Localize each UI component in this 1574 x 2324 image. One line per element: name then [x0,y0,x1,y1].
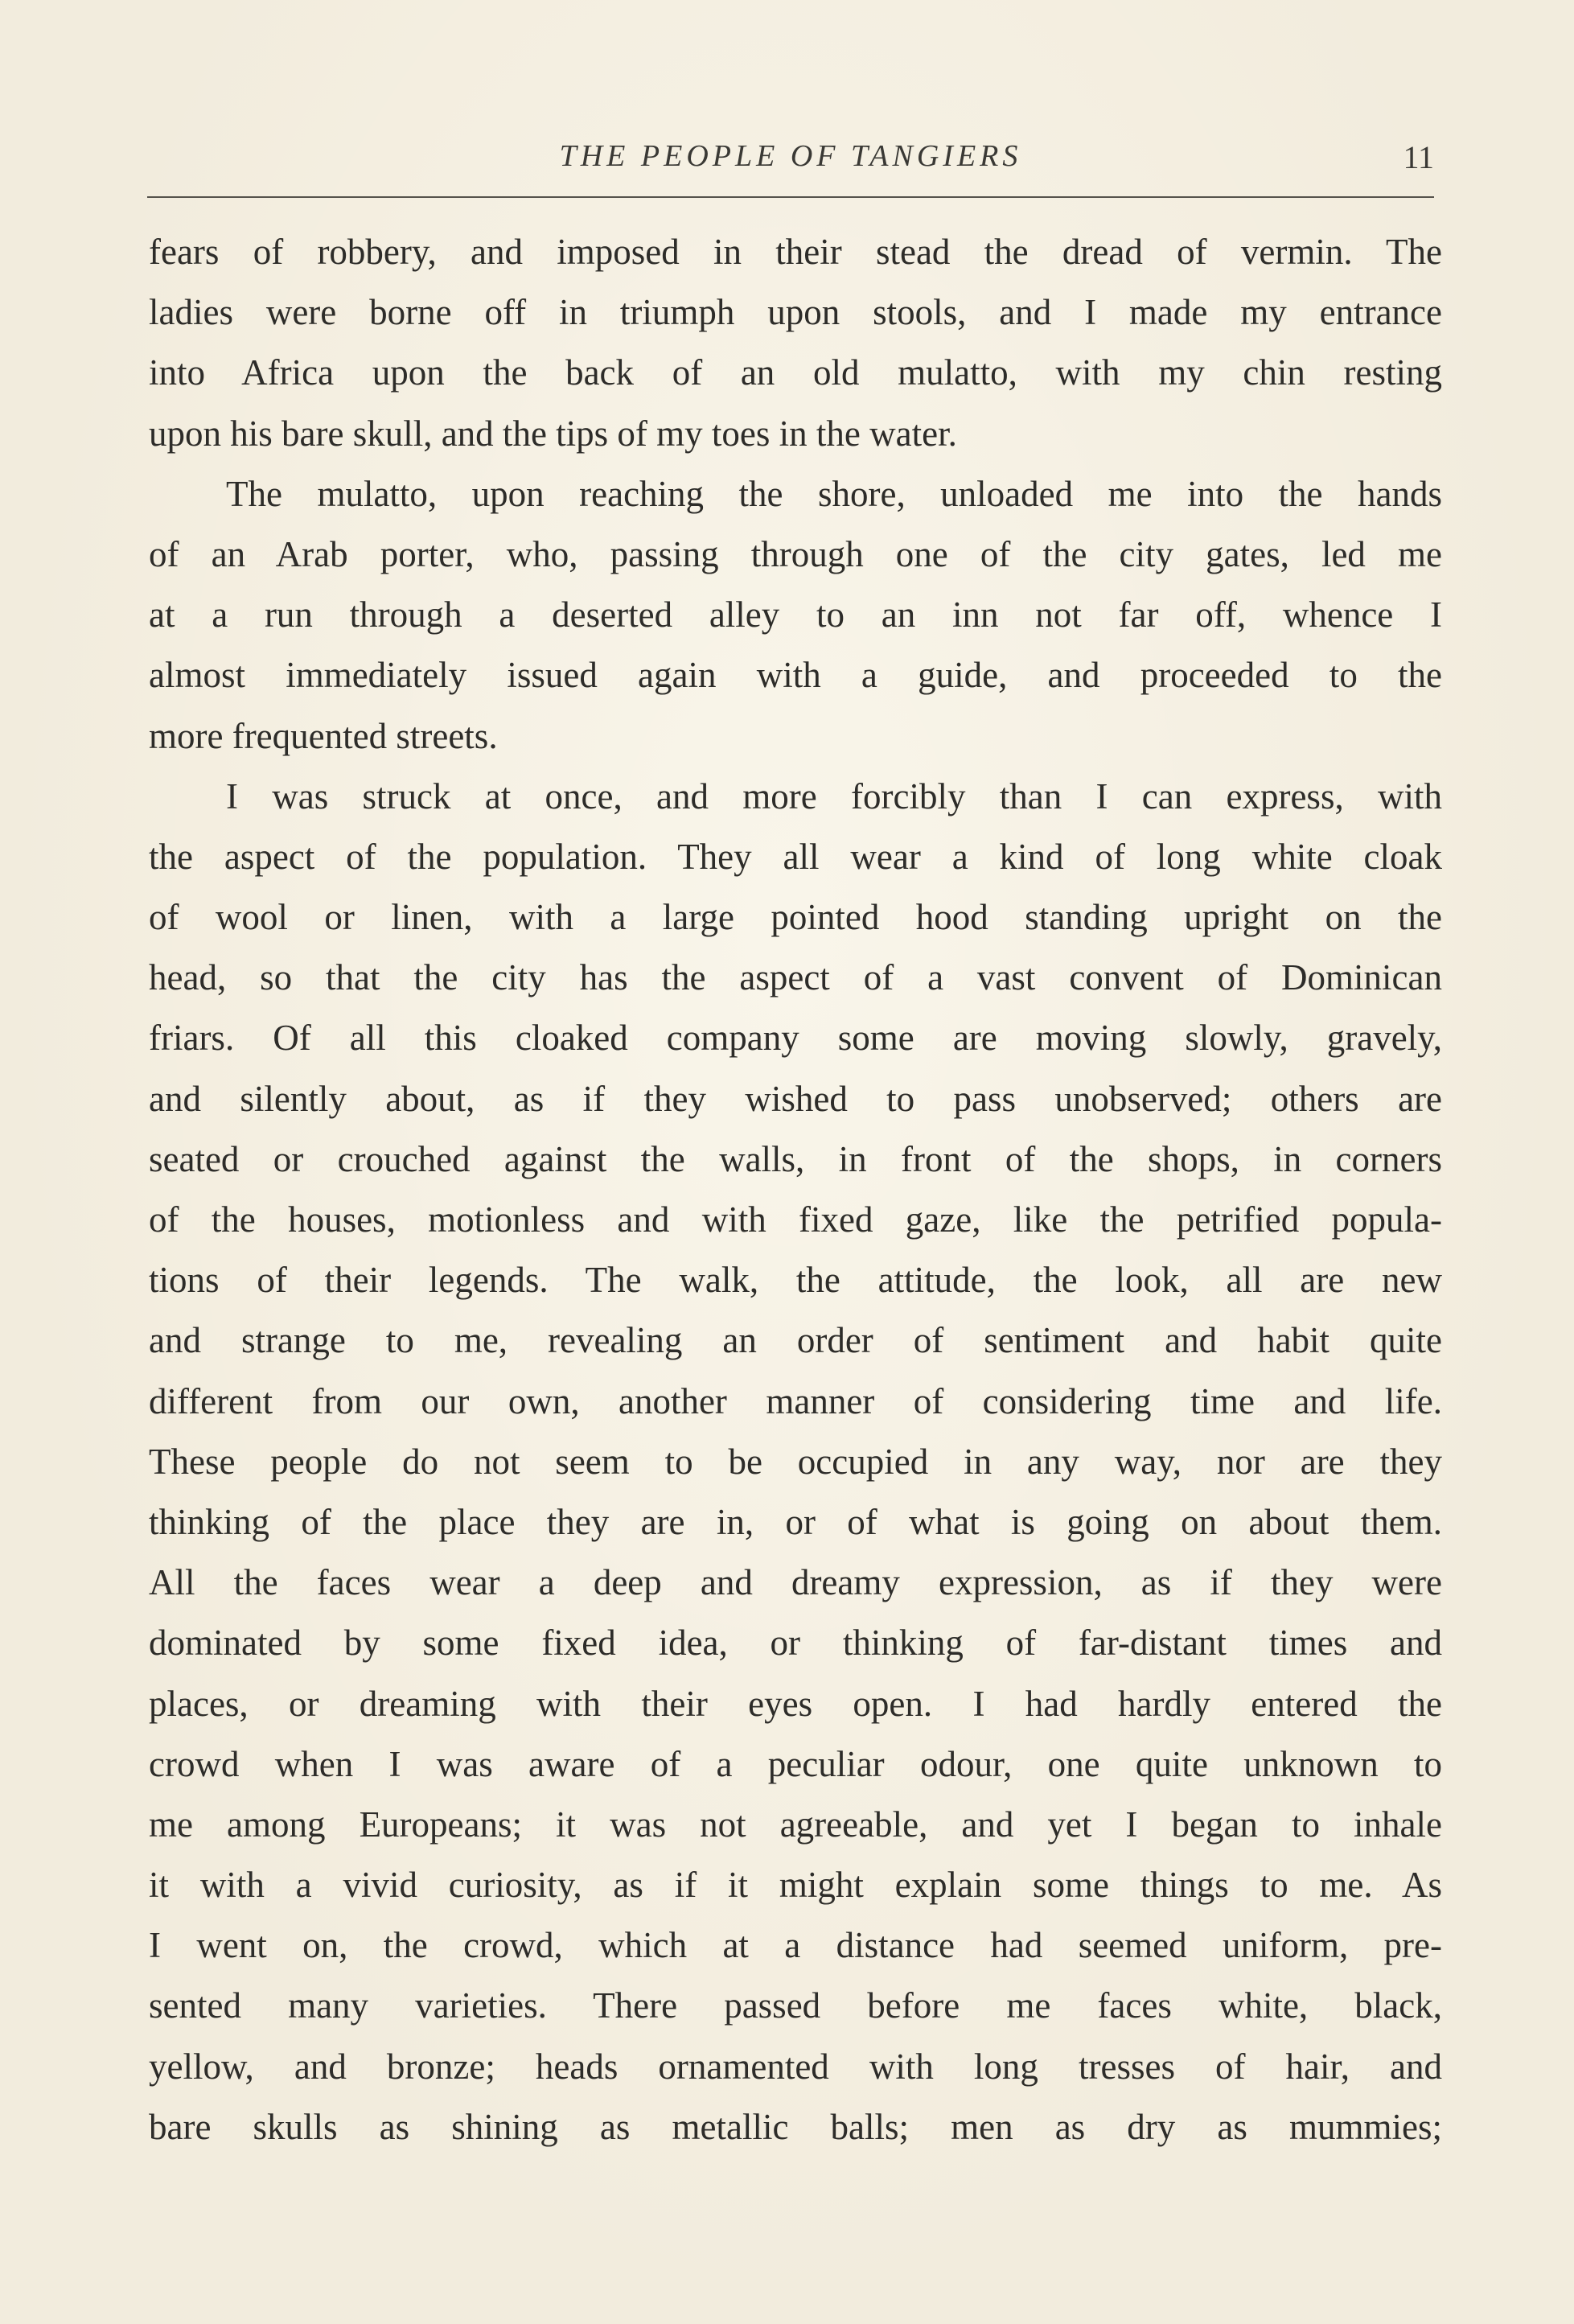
text-line: seated or crouched against the walls, in front of the shops, in corners [149,1138,1442,1179]
text-line: bare skulls as shining as metallic balls; men as dry as mummies; [149,2106,1442,2147]
text-line: me among Europeans; it was not agreeable, and yet I began to inhale [149,1804,1442,1845]
text-line: All the faces wear a deep and dreamy expression, as if they were [149,1562,1442,1603]
text-line: upon his bare skull, and the tips of my toes in the water. [149,413,957,454]
text-line: These people do not seem to be occupied in any way, nor are they [149,1441,1442,1482]
text-line: of wool or linen, with a large pointed hood standing upright on the [149,897,1442,938]
header-rule [147,196,1434,198]
body-text [149,222,1442,2157]
text-line: and silently about, as if they wished to pass unobserved; others are [149,1078,1442,1119]
text-line: more frequented streets. [149,715,498,756]
text-line: of the houses, motionless and with fixed gaze, like the petrified popula- [149,1199,1442,1240]
text-line: I was struck at once, and more forcibly than I can express, with [226,775,1442,816]
text-line: almost immediately issued again with a guide, and proceeded to the [149,655,1442,696]
running-title: THE PEOPLE OF TANGIERS [559,139,1022,173]
text-line: different from our own, another manner of considering time and life. [149,1380,1442,1421]
text-line: crowd when I was aware of a peculiar odour, one quite unknown to [149,1743,1442,1784]
text-line: fears of robbery, and imposed in their stead the dread of vermin. The [149,232,1442,272]
text-line: ladies were borne off in triumph upon stools, and I made my entrance [149,292,1442,333]
text-line: thinking of the place they are in, or of what is going on about them. [149,1501,1442,1542]
text-line: The mulatto, upon reaching the shore, unloaded me into the hands [226,473,1442,514]
text-line: places, or dreaming with their eyes open. I had hardly entered the [149,1683,1442,1724]
text-line: the aspect of the population. They all wear a kind of long white cloak [149,836,1442,877]
text-line: friars. Of all this cloaked company some are moving slowly, gravely, [149,1018,1442,1059]
text-line: at a run through a deserted alley to an inn not far off, whence I [149,594,1442,636]
text-line: yellow, and bronze; heads ornamented with long tresses of hair, and [149,2046,1442,2087]
text-line: into Africa upon the back of an old mulatto, with my chin resting [149,352,1442,393]
text-line: dominated by some fixed idea, or thinking of far-distant times and [149,1623,1442,1664]
text-line: it with a vivid curiosity, as if it might explain some things to me. As [149,1865,1442,1906]
text-line: tions of their legends. The walk, the attitude, the look, all are new [149,1260,1442,1301]
page-number: 11 [1403,139,1434,175]
text-line: head, so that the city has the aspect of a vast convent of Dominican [149,957,1442,998]
text-line: I went on, the crowd, which at a distance had seemed uniform, pre- [149,1925,1442,1966]
running-head [147,138,1434,179]
text-line: of an Arab porter, who, passing through one of the city gates, led me [149,533,1442,574]
text-line: and strange to me, revealing an order of sentiment and habit quite [149,1320,1442,1361]
text-line: sented many varieties. There passed before me faces white, black, [149,1985,1442,2026]
